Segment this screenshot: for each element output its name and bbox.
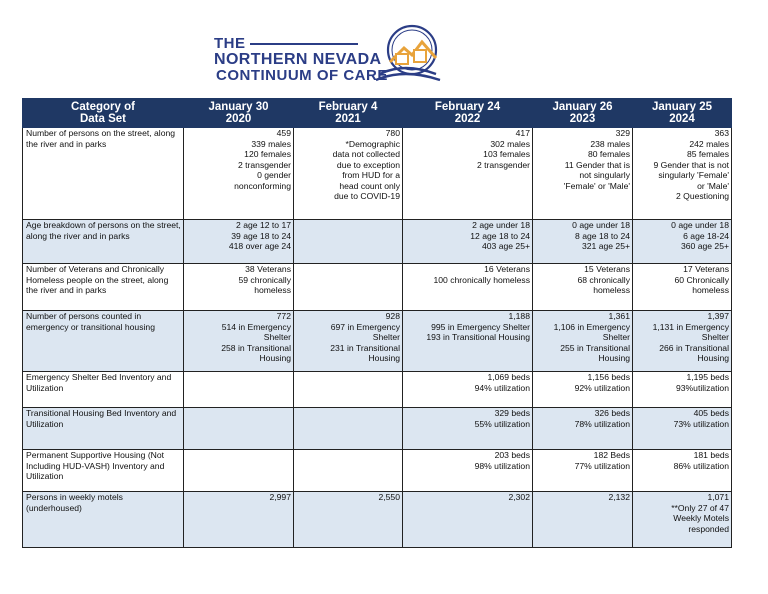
cell-text-line: singularly 'Female' [658, 170, 729, 180]
cell-text-line: 242 males [689, 138, 729, 149]
cell-text-line: 80 females [587, 149, 630, 159]
table-cell [633, 408, 732, 450]
cell-text-line: 120 females [244, 149, 291, 159]
cell-text-line: 928 [385, 311, 400, 321]
houses-emblem-icon [374, 22, 444, 84]
header-text-line: Category of [71, 101, 135, 113]
cell-text-line: 98% utilization [474, 460, 530, 471]
cell-text-line: 1,069 beds [487, 372, 530, 382]
table-header [23, 99, 732, 128]
cell-text-line: 0 age under 18 [671, 220, 729, 230]
column-header-date [184, 99, 294, 128]
table-cell [403, 372, 533, 408]
table-cell [533, 128, 633, 220]
cell-text-line: 68 chronically [577, 274, 630, 285]
table-body [23, 128, 732, 548]
column-header-date [294, 99, 403, 128]
cell-text-line: 60 Chronically [674, 274, 729, 285]
header-text-line: 2020 [225, 113, 252, 125]
cell-text-line: 697 in Emergency [330, 321, 400, 332]
cell-text-line: 182 Beds [593, 450, 630, 460]
header-text-line: January 25 [651, 101, 713, 113]
cell-text-line: 1,188 [508, 311, 530, 321]
header-text-line: Data Set [79, 113, 127, 125]
cell-text-line: 55% utilization [474, 418, 530, 429]
table-cell [294, 372, 403, 408]
cell-text-line: 93%utilization [675, 382, 729, 393]
table-cell [184, 264, 294, 311]
cell-text-line: 339 males [251, 138, 291, 149]
cell-text-line: 0 gender [257, 170, 291, 180]
cell-text-line: responded [688, 523, 729, 534]
table-cell [294, 450, 403, 492]
cell-text-line: 514 in Emergency [221, 321, 291, 332]
cell-text-line: 459 [276, 128, 291, 138]
cell-text-line: 1,361 [608, 311, 630, 321]
table-cell [633, 220, 732, 264]
cell-text-line: **Only 27 of 47 [671, 502, 729, 513]
cell-text-line: 403 age 25+ [481, 241, 530, 251]
cell-text-line: 1,156 beds [587, 372, 630, 382]
cell-text-line: due to exception [336, 159, 400, 170]
cell-text-line: 360 age 25+ [680, 241, 729, 251]
homeless-count-table [22, 98, 732, 548]
cell-text-line: 238 males [590, 138, 630, 149]
table-cell [294, 492, 403, 548]
table-cell [403, 220, 533, 264]
header-text-line: 2023 [569, 113, 596, 125]
logo-wordmark [214, 36, 388, 84]
cell-text-line: homeless [692, 285, 729, 295]
table-cell [403, 492, 533, 548]
row-category-label: Transitional Housing Bed Inventory and Utilization [23, 408, 184, 450]
header-row [23, 99, 732, 128]
cell-text-line: 2,550 [378, 492, 400, 502]
table-cell [533, 311, 633, 372]
cell-text-line: 94% utilization [474, 382, 530, 393]
cell-text-line: 16 Veterans [484, 264, 530, 274]
table-cell [294, 220, 403, 264]
table-cell [403, 128, 533, 220]
cell-text-line: 8 age 18 to 24 [575, 230, 630, 241]
table-cell [294, 264, 403, 311]
cell-text-line: 258 in Transitional [221, 342, 291, 353]
cell-text-line: 2 age 12 to 17 [236, 220, 291, 230]
cell-text-line: 2 Questioning [675, 191, 729, 201]
table-row [23, 311, 732, 372]
cell-text-line: 11 Gender that is [564, 159, 630, 170]
cell-text-line: 100 chronically homeless [433, 274, 530, 285]
cell-text-line: 1,397 [707, 311, 729, 321]
cell-text-line: data not collected [332, 149, 400, 159]
cell-text-line: head count only [339, 180, 400, 191]
table-cell [403, 311, 533, 372]
cell-text-line: Housing [368, 353, 400, 363]
table-cell [633, 492, 732, 548]
cell-text-line: Housing [697, 353, 729, 363]
cell-text-line: 73% utilization [673, 418, 729, 429]
cell-text-line: 2,302 [508, 492, 530, 502]
cell-text-line: 6 age 18-24 [683, 230, 729, 241]
cell-text-line: 418 over age 24 [228, 241, 291, 251]
cell-text-line: homeless [593, 285, 630, 295]
row-category-label: Number of persons counted in emergency or transitional housing [23, 311, 184, 372]
table-row [23, 450, 732, 492]
table-cell [633, 311, 732, 372]
table-cell [184, 128, 294, 220]
cell-text-line: 86% utilization [673, 460, 729, 471]
cell-text-line: 193 in Transitional Housing [426, 332, 530, 342]
cell-text-line: 78% utilization [574, 418, 630, 429]
cell-text-line: from HUD for a [342, 170, 400, 180]
cell-text-line: 2 transgender [237, 159, 291, 170]
table-cell [533, 408, 633, 450]
cell-text-line: Shelter [263, 332, 291, 342]
cell-text-line: 2,132 [608, 492, 630, 502]
cell-text-line: Shelter [701, 332, 729, 342]
cell-text-line: 326 beds [594, 408, 630, 418]
header-text-line: February 4 [318, 101, 378, 113]
cell-text-line: 772 [276, 311, 291, 321]
table-cell [184, 311, 294, 372]
cell-text-line: 1,071 [707, 492, 729, 502]
cell-text-line: 780 [385, 128, 400, 138]
cell-text-line: 0 age under 18 [572, 220, 630, 230]
cell-text-line: 2 age under 18 [472, 220, 530, 230]
cell-text-line: 363 [714, 128, 729, 138]
cell-text-line: *Demographic [345, 138, 400, 149]
table-cell [184, 220, 294, 264]
cell-text-line: 266 in Transitional [659, 342, 729, 353]
row-category-label: Permanent Supportive Housing (Not Including HUD-VASH) Inventory and Utilization [23, 450, 184, 492]
cell-text-line: 85 females [686, 149, 729, 159]
cell-text-line: Housing [259, 353, 291, 363]
row-category-label: Persons in weekly motels (underhoused) [23, 492, 184, 548]
table-cell [633, 450, 732, 492]
cell-text-line: 405 beds [693, 408, 729, 418]
cell-text-line: 1,106 in Emergency [553, 321, 630, 332]
cell-text-line: 77% utilization [574, 460, 630, 471]
cell-text-line: 255 in Transitional [560, 342, 630, 353]
cell-text-line: Housing [598, 353, 630, 363]
row-category-label: Age breakdown of persons on the street, along the river and in parks [23, 220, 184, 264]
table-cell [403, 264, 533, 311]
cell-text-line: 302 males [490, 138, 530, 149]
row-category-label: Number of persons on the street, along the river and in parks [23, 128, 184, 220]
table-cell [533, 372, 633, 408]
coc-logo [214, 22, 444, 86]
table-cell [294, 128, 403, 220]
table-cell [403, 450, 533, 492]
cell-text-line: 59 chronically [238, 274, 291, 285]
table-row [23, 264, 732, 311]
cell-text-line: due to COVID-19 [334, 191, 400, 201]
table-row [23, 492, 732, 548]
table-row [23, 220, 732, 264]
logo-line-3: CONTINUUM OF CARE [216, 67, 388, 84]
table-cell [633, 264, 732, 311]
table-cell [633, 372, 732, 408]
header-text-line: January 30 [208, 101, 269, 113]
cell-text-line: 1,131 in Emergency [652, 321, 729, 332]
table-cell [184, 372, 294, 408]
cell-text-line: 329 beds [494, 408, 530, 418]
header-text-line: 2021 [335, 113, 361, 125]
cell-text-line: Weekly Motels [673, 513, 729, 523]
cell-text-line: 38 Veterans [245, 264, 291, 274]
table-row [23, 372, 732, 408]
header-text-line: February 24 [434, 101, 501, 113]
cell-text-line: nonconforming [234, 180, 291, 191]
header-text-line: January 26 [552, 101, 613, 113]
cell-text-line: 'Female' or 'Male' [563, 180, 630, 191]
header-text-line: 2024 [669, 113, 695, 125]
cell-text-line: 103 females [483, 149, 530, 159]
logo-rule [250, 43, 358, 45]
table-cell [294, 408, 403, 450]
column-header-date [633, 99, 732, 128]
header-text-line: 2022 [454, 113, 481, 125]
column-header-date [533, 99, 633, 128]
column-header-date [403, 99, 533, 128]
cell-text-line: 1,195 beds [686, 372, 729, 382]
table-cell [533, 264, 633, 311]
cell-text-line: Shelter [372, 332, 400, 342]
cell-text-line: Shelter [602, 332, 630, 342]
cell-text-line: 329 [615, 128, 630, 138]
cell-text-line: 12 age 18 to 24 [470, 230, 530, 241]
cell-text-line: 181 beds [693, 450, 729, 460]
cell-text-line: 321 age 25+ [581, 241, 630, 251]
cell-text-line: 39 age 18 to 24 [231, 230, 291, 241]
column-header-category [23, 99, 184, 128]
cell-text-line: 15 Veterans [584, 264, 630, 274]
cell-text-line: 231 in Transitional [330, 342, 400, 353]
table-cell [294, 311, 403, 372]
cell-text-line: 995 in Emergency Shelter [431, 321, 530, 332]
cell-text-line: 9 Gender that is not [653, 159, 729, 170]
cell-text-line: 17 Veterans [683, 264, 729, 274]
cell-text-line: not singularly [579, 170, 630, 180]
table-cell [184, 408, 294, 450]
table-cell [184, 450, 294, 492]
cell-text-line: or 'Male' [697, 180, 729, 191]
table-row [23, 408, 732, 450]
cell-text-line: 417 [515, 128, 530, 138]
cell-text-line: 2,997 [269, 492, 291, 502]
logo-line-1: THE [214, 35, 246, 52]
table-cell [633, 128, 732, 220]
cell-text-line: 92% utilization [574, 382, 630, 393]
cell-text-line: 203 beds [494, 450, 530, 460]
table-cell [403, 408, 533, 450]
table-cell [533, 450, 633, 492]
cell-text-line: homeless [254, 285, 291, 295]
cell-text-line: 2 transgender [476, 159, 530, 170]
logo-line-2: NORTHERN NEVADA [214, 51, 382, 68]
table-cell [533, 492, 633, 548]
table-cell [533, 220, 633, 264]
table-cell [184, 492, 294, 548]
row-category-label: Emergency Shelter Bed Inventory and Utilization [23, 372, 184, 408]
table-row [23, 128, 732, 220]
row-category-label: Number of Veterans and Chronically Homeless people on the street, along the river and in parks [23, 264, 184, 311]
